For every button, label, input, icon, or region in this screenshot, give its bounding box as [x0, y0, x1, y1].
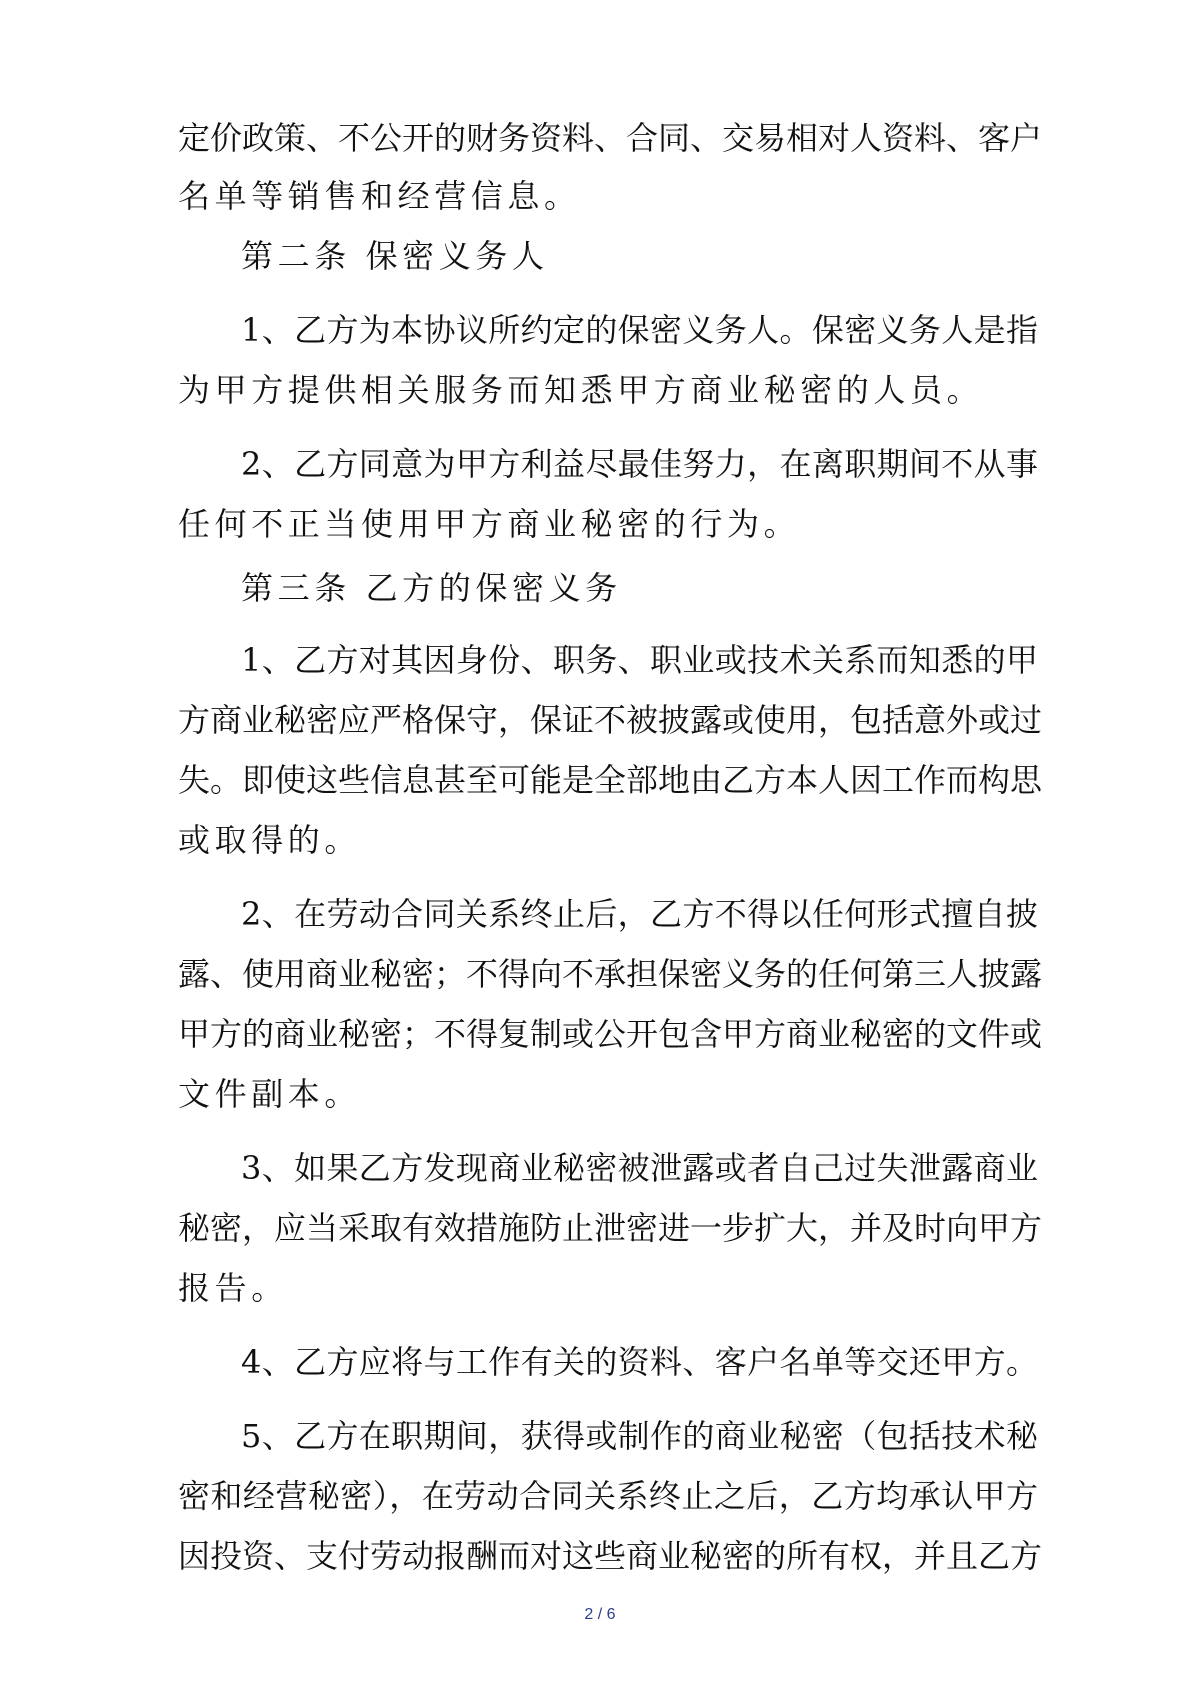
- text-line: 因投资、支付劳动报酬而对这些商业秘密的所有权，并且乙方: [178, 1537, 1043, 1575]
- text-line: 定价政策、不公开的财务资料、合同、交易相对人资料、客户: [178, 119, 1043, 157]
- text-line: 方商业秘密应严格保守，保证不被披露或使用，包括意外或过: [178, 701, 1043, 739]
- text-line: 1、乙方为本协议所约定的保密义务人。保密义务人是指: [241, 311, 1038, 349]
- text-line: 2、乙方同意为甲方利益尽最佳努力，在离职期间不从事: [241, 445, 1038, 483]
- text-line: 露、使用商业秘密；不得向不承担保密义务的任何第三人披露: [178, 955, 1043, 993]
- text-line: 为甲方提供相关服务而知悉甲方商业秘密的人员。: [178, 371, 984, 409]
- text-line: 秘密，应当采取有效措施防止泄密进一步扩大，并及时向甲方: [178, 1209, 1043, 1247]
- text-line: 失。即使这些信息甚至可能是全部地由乙方本人因工作而构思: [178, 761, 1043, 799]
- text-line: 文件副本。: [178, 1075, 362, 1113]
- text-line: 4、乙方应将与工作有关的资料、客户名单等交还甲方。: [241, 1343, 1038, 1381]
- text-line: 1、乙方对其因身份、职务、职业或技术关系而知悉的甲: [241, 641, 1038, 679]
- text-line: 2、在劳动合同关系终止后，乙方不得以任何形式擅自披: [241, 895, 1038, 933]
- text-line: 报告。: [178, 1269, 288, 1307]
- text-line: 5、乙方在职期间，获得或制作的商业秘密（包括技术秘: [241, 1417, 1038, 1455]
- text-line: 名单等销售和经营信息。: [178, 177, 581, 215]
- text-line: 甲方的商业秘密；不得复制或公开包含甲方商业秘密的文件或: [178, 1015, 1043, 1053]
- section-heading: 第三条 乙方的保密义务: [241, 569, 622, 607]
- page-number: 2 / 6: [584, 1606, 616, 1623]
- text-line: 密和经营秘密），在劳动合同关系终止之后，乙方均承认甲方: [178, 1477, 1038, 1515]
- text-line: 或取得的。: [178, 821, 362, 859]
- text-line: 任何不正当使用甲方商业秘密的行为。: [178, 505, 801, 543]
- text-line: 3、如果乙方发现商业秘密被泄露或者自己过失泄露商业: [241, 1149, 1038, 1187]
- section-heading: 第二条 保密义务人: [241, 237, 549, 275]
